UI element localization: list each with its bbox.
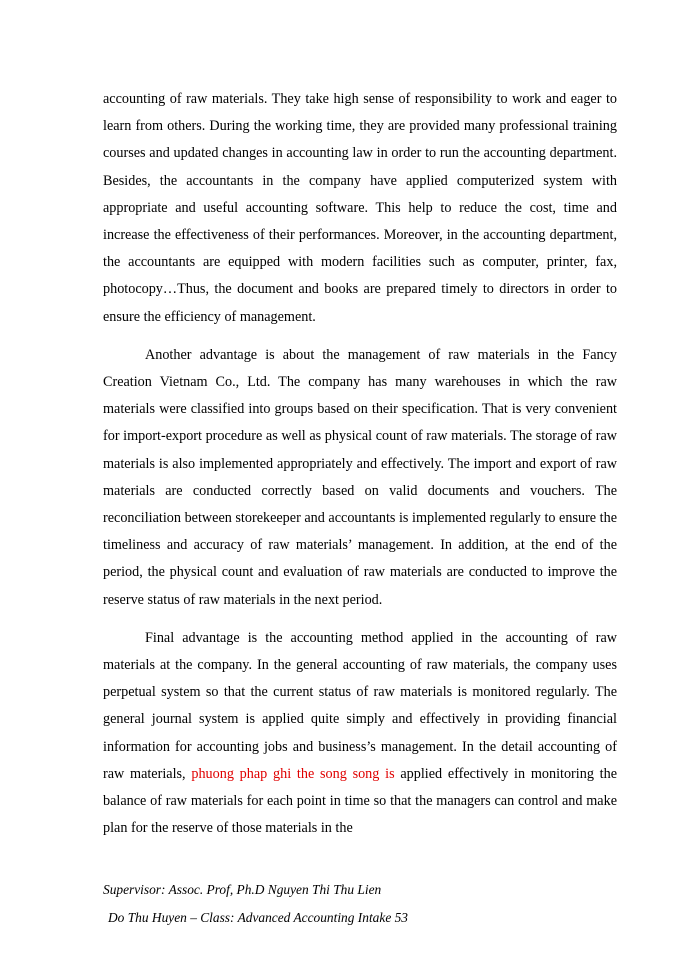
paragraph-2: Another advantage is about the management of raw materials in the Fancy Creation Vietnam Co., Ltd. The company has many warehouses in which the raw materials were classified into groups based on their specification. That is very convenient for import-export procedure as well as physical count of raw materials. The storage of raw materials is also implemented appropriately and effectively. The import and export of raw materials are conducted correctly based on valid documents and vouchers. The reconciliation between storekeeper and accountants is implemented regularly to ensure the timeliness and accuracy of raw materials’ management. In addition, at the end of the period, the physical count and evaluation of raw materials are conducted to improve the reserve status of raw materials in the next period.	[103, 346, 617, 608]
paragraph-3-text-before: Final advantage is the accounting method applied in the accounting of raw materials at the company. In the general accounting of raw materials, the company uses perpetual system so that the current status of raw materials is monitored regularly. The general journal system is applied quite simply and effectively in providing financial information for accounting jobs and business’s management. In the detail accounting of raw materials,	[103, 629, 617, 782]
body-text	[103, 86, 617, 853]
page-footer	[103, 876, 623, 932]
highlighted-phrase: phuong phap ghi the song song is	[191, 765, 395, 782]
paragraph-3	[103, 625, 617, 843]
footer-author: Do Thu Huyen – Class: Advanced Accounting Intake 53	[108, 910, 408, 925]
footer-supervisor: Supervisor: Assoc. Prof, Ph.D Nguyen Thi Thu Lien	[103, 882, 382, 897]
paragraph-1: accounting of raw materials. They take high sense of responsibility to work and eager to learn from others. During the working time, they are provided many professional training courses and updated changes in accounting law in order to run the accounting department. Besides, the accountants in the company have applied computerized system with appropriate and useful accounting software. This help to reduce the cost, time and increase the effectiveness of their performances. Moreover, in the accounting department, the accountants are equipped with modern facilities such as computer, printer, fax, photocopy…Thus, the document and books are prepared timely to directors in order to ensure the efficiency of management.	[103, 91, 617, 325]
paragraph-3-text-after: applied effectively in monitoring the balance of raw materials for each point in time so that the managers can control and make plan for the reserve of those materials in the	[103, 765, 618, 837]
